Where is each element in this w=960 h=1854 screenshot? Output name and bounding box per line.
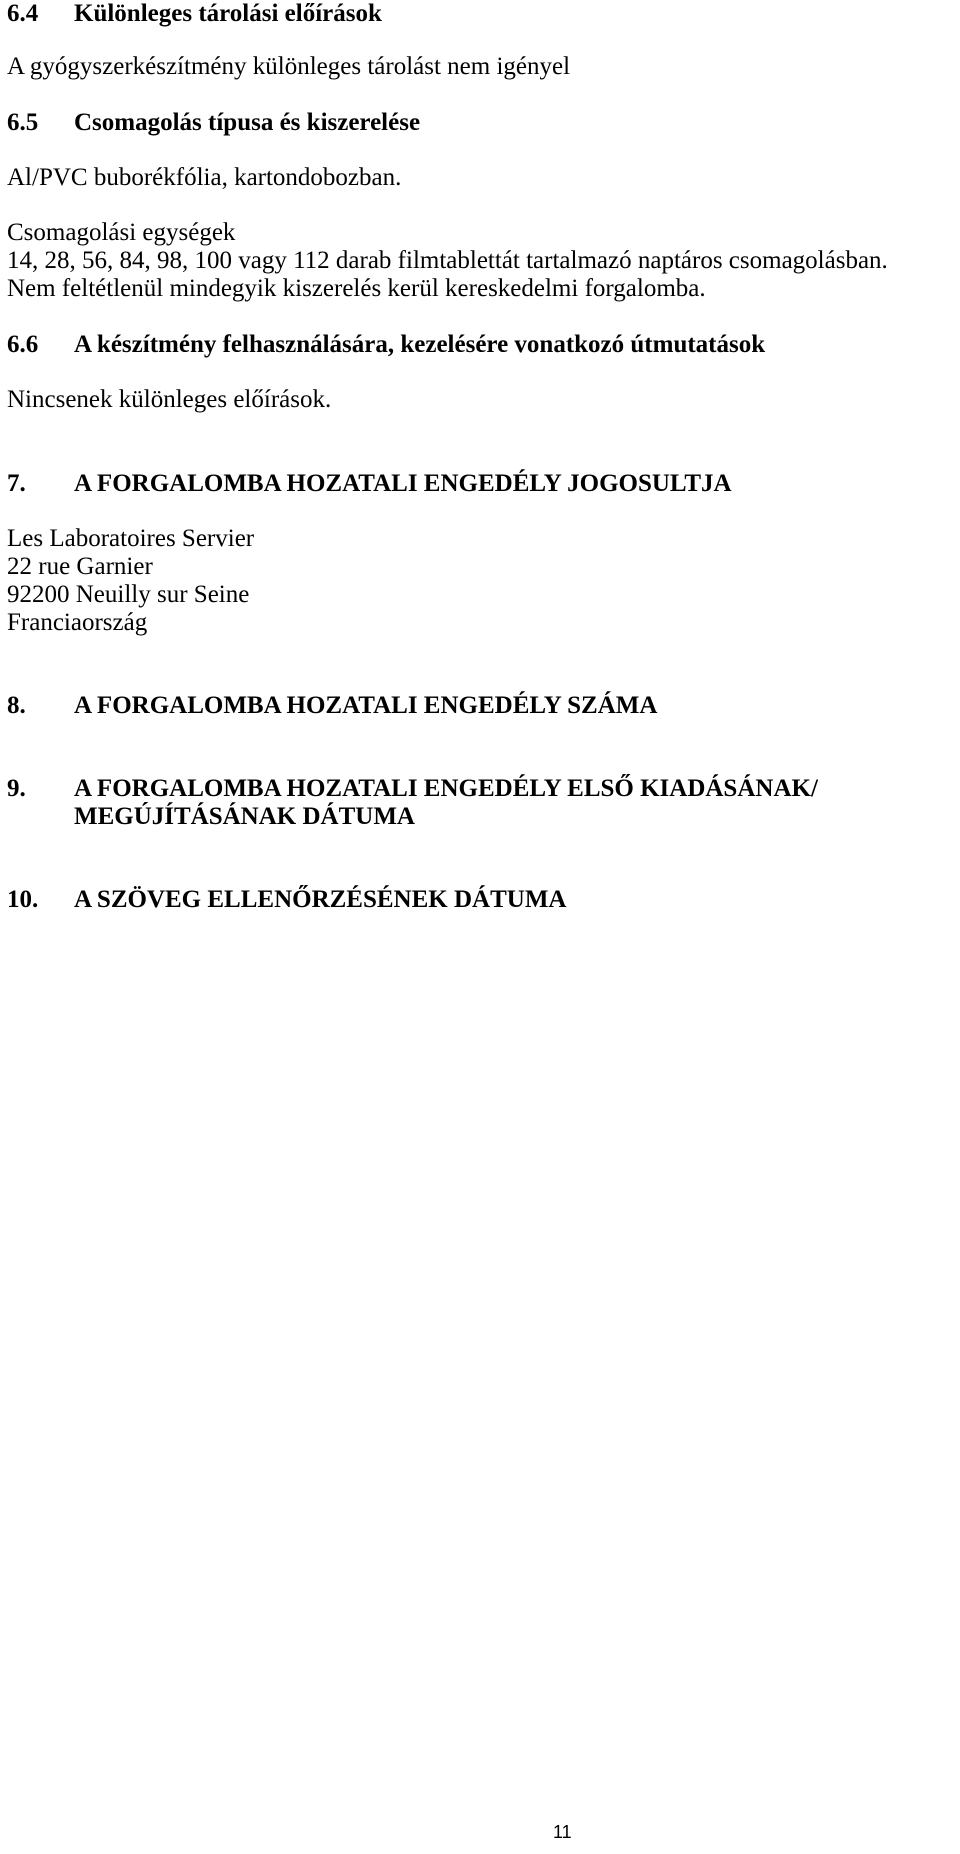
- address-line: Franciaország: [7, 609, 148, 636]
- section-title: A SZÖVEG ELLENŐRZÉSÉNEK DÁTUMA: [74, 886, 567, 913]
- section-number: 8.: [7, 692, 26, 719]
- section-8-heading: [7, 690, 657, 722]
- address-line: 22 rue Garnier: [7, 553, 153, 580]
- section-number: 6.4: [7, 0, 39, 27]
- section-6-4-heading: [7, 0, 382, 30]
- section-number: 9.: [7, 775, 26, 802]
- section-number: 6.5: [7, 109, 39, 136]
- section-6-5-note: Nem feltétlenül mindegyik kiszerelés kerül kereskedelmi forgalomba.: [7, 275, 706, 302]
- section-7-heading: [7, 468, 732, 500]
- address-line: 92200 Neuilly sur Seine: [7, 581, 250, 608]
- section-6-6-heading: [7, 329, 765, 361]
- section-number: 10.: [7, 886, 39, 913]
- section-9-heading-continued: MEGÚJÍTÁSÁNAK DÁTUMA: [74, 803, 415, 830]
- section-title: Csomagolás típusa és kiszerelése: [74, 109, 421, 136]
- page-number: 11: [553, 1822, 572, 1842]
- section-title: A FORGALOMBA HOZATALI ENGEDÉLY SZÁMA: [74, 692, 658, 719]
- section-title: Különleges tárolási előírások: [74, 0, 382, 27]
- section-10-heading: [7, 884, 566, 916]
- section-6-5-packaging: Al/PVC buborékfólia, kartondobozban.: [7, 164, 402, 191]
- section-number: 7.: [7, 470, 26, 497]
- section-6-6-body: Nincsenek különleges előírások.: [7, 386, 332, 413]
- section-title: A FORGALOMBA HOZATALI ENGEDÉLY ELSŐ KIADÁSÁNAK/: [74, 775, 818, 802]
- section-title: A FORGALOMBA HOZATALI ENGEDÉLY JOGOSULTJA: [74, 470, 732, 497]
- section-6-5-heading: [7, 107, 420, 139]
- section-title: A készítmény felhasználására, kezelésére vonatkozó útmutatások: [74, 331, 766, 358]
- section-6-5-units: 14, 28, 56, 84, 98, 100 vagy 112 darab filmtablettát tartalmazó naptáros csomagolásban.: [7, 247, 888, 274]
- section-6-4-body: A gyógyszerkészítmény különleges tárolást nem igényel: [7, 53, 571, 80]
- section-number: 6.6: [7, 331, 39, 358]
- address-line: Les Laboratoires Servier: [7, 525, 255, 552]
- section-6-5-units-label: Csomagolási egységek: [7, 219, 236, 246]
